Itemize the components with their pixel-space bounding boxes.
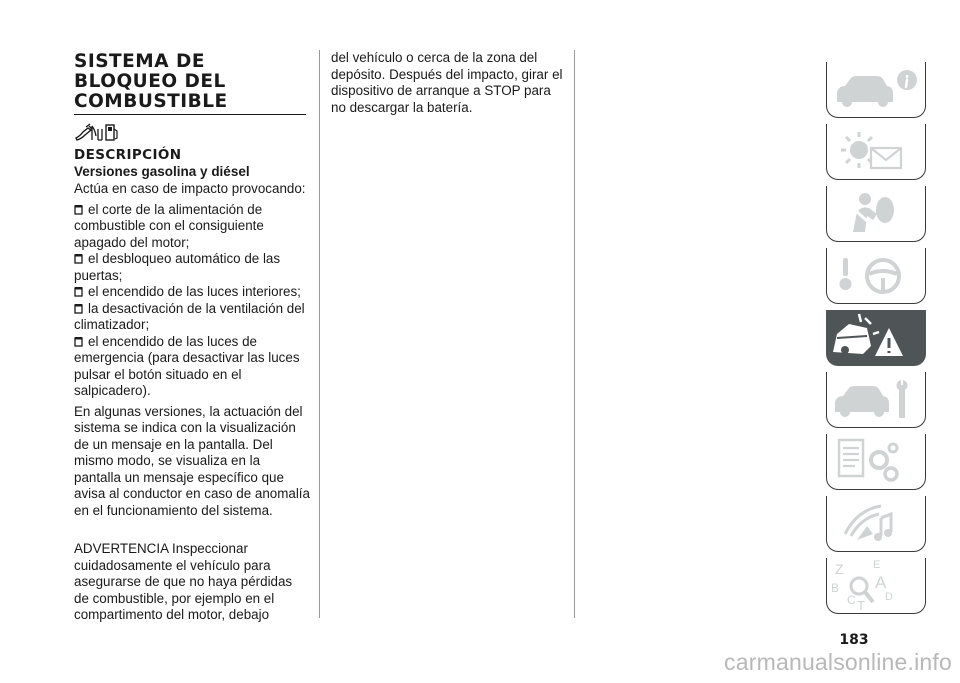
checkbox-bullet-icon (74, 253, 84, 264)
warning-paragraph: ADVERTENCIA Inspeccionar cuidadosamente el vehículo para asegurarse de que no haya pérdidas de combustible, por ejemplo en el compartimento del motor, debajo (74, 541, 293, 622)
tab-getting-to-know[interactable] (826, 62, 926, 118)
multimedia-icon (827, 496, 926, 552)
tab-alphabetical-index[interactable] (826, 558, 926, 614)
tab-warning-lights[interactable] (826, 124, 926, 180)
tab-multimedia[interactable] (826, 496, 926, 552)
tab-emergency[interactable] (826, 310, 926, 366)
list-item (74, 334, 310, 400)
subheading: Versiones gasolina y diésel (74, 164, 250, 179)
checkbox-bullet-icon (74, 336, 84, 347)
section-heading: DESCRIPCIÓN (74, 147, 182, 163)
title-divider (74, 114, 306, 115)
index-letter: E (873, 559, 881, 571)
tab-technical-data[interactable] (826, 434, 926, 490)
intro-text: Actúa en caso de impacto provocando: (74, 181, 306, 196)
list-item-text: el encendido de las luces interiores; (88, 284, 301, 299)
text-column-left (74, 181, 310, 624)
section-title: SISTEMA DE BLOQUEO DEL COMBUSTIBLE (74, 51, 228, 112)
list-item (74, 202, 310, 252)
key-steering-wheel-icon (827, 248, 926, 304)
list-item-text: el corte de la alimentación de combustible con el consiguiente apagado del motor; (74, 201, 264, 250)
index-letter: Z (835, 561, 844, 577)
column-divider (574, 50, 575, 618)
list-item (74, 251, 310, 284)
car-info-icon (827, 62, 926, 118)
alphabetical-index-icon (827, 558, 926, 614)
index-letter: T (857, 598, 865, 613)
checkbox-bullet-icon (74, 204, 84, 215)
watermark: carmanualsonline.info (724, 649, 952, 675)
car-maintenance-icon (827, 372, 926, 428)
checkbox-bullet-icon (74, 303, 84, 314)
index-letter: A (875, 573, 887, 592)
list-item-text: la desactivación de la ventilación del climatizador; (74, 300, 305, 332)
seatbelt-airbag-icon (827, 186, 926, 242)
index-letter: C (847, 593, 856, 607)
tab-starting-driving[interactable] (826, 248, 926, 304)
list-item-text: el encendido de las luces de emergencia (para desactivar las luces pulsar el botón situado en el salpicadero). (74, 333, 300, 398)
page-number: 183 (839, 632, 869, 648)
continuation-paragraph: del vehículo o cerca de la zona del depósito. Después del impacto, girar el dispositivo de arranque a STOP para no descargar la batería. (331, 50, 563, 115)
index-letter: B (831, 581, 840, 595)
warning-lights-icon (827, 124, 926, 180)
bullet-list (74, 202, 310, 400)
tab-maintenance[interactable] (826, 372, 926, 428)
list-item-text: el desbloqueo automático de las puertas; (74, 251, 281, 283)
emergency-triangle-icon (827, 310, 926, 366)
tab-safety[interactable] (826, 186, 926, 242)
text-column-right (331, 50, 567, 116)
body-paragraph: En algunas versiones, la actuación del sistema se indica con la visualización de un mensaje en la pantalla. Del mismo modo, se visualiza en la pantalla un mensaje específico que avisa al conductor en caso de anomalía en el funcionamiento del sistema. (74, 403, 310, 518)
list-item (74, 301, 310, 334)
list-item (74, 284, 310, 301)
fuel-pump-icon (74, 122, 120, 142)
technical-data-icon (827, 434, 926, 490)
checkbox-bullet-icon (74, 286, 84, 297)
index-letter: D (885, 591, 893, 603)
column-divider (319, 50, 320, 618)
